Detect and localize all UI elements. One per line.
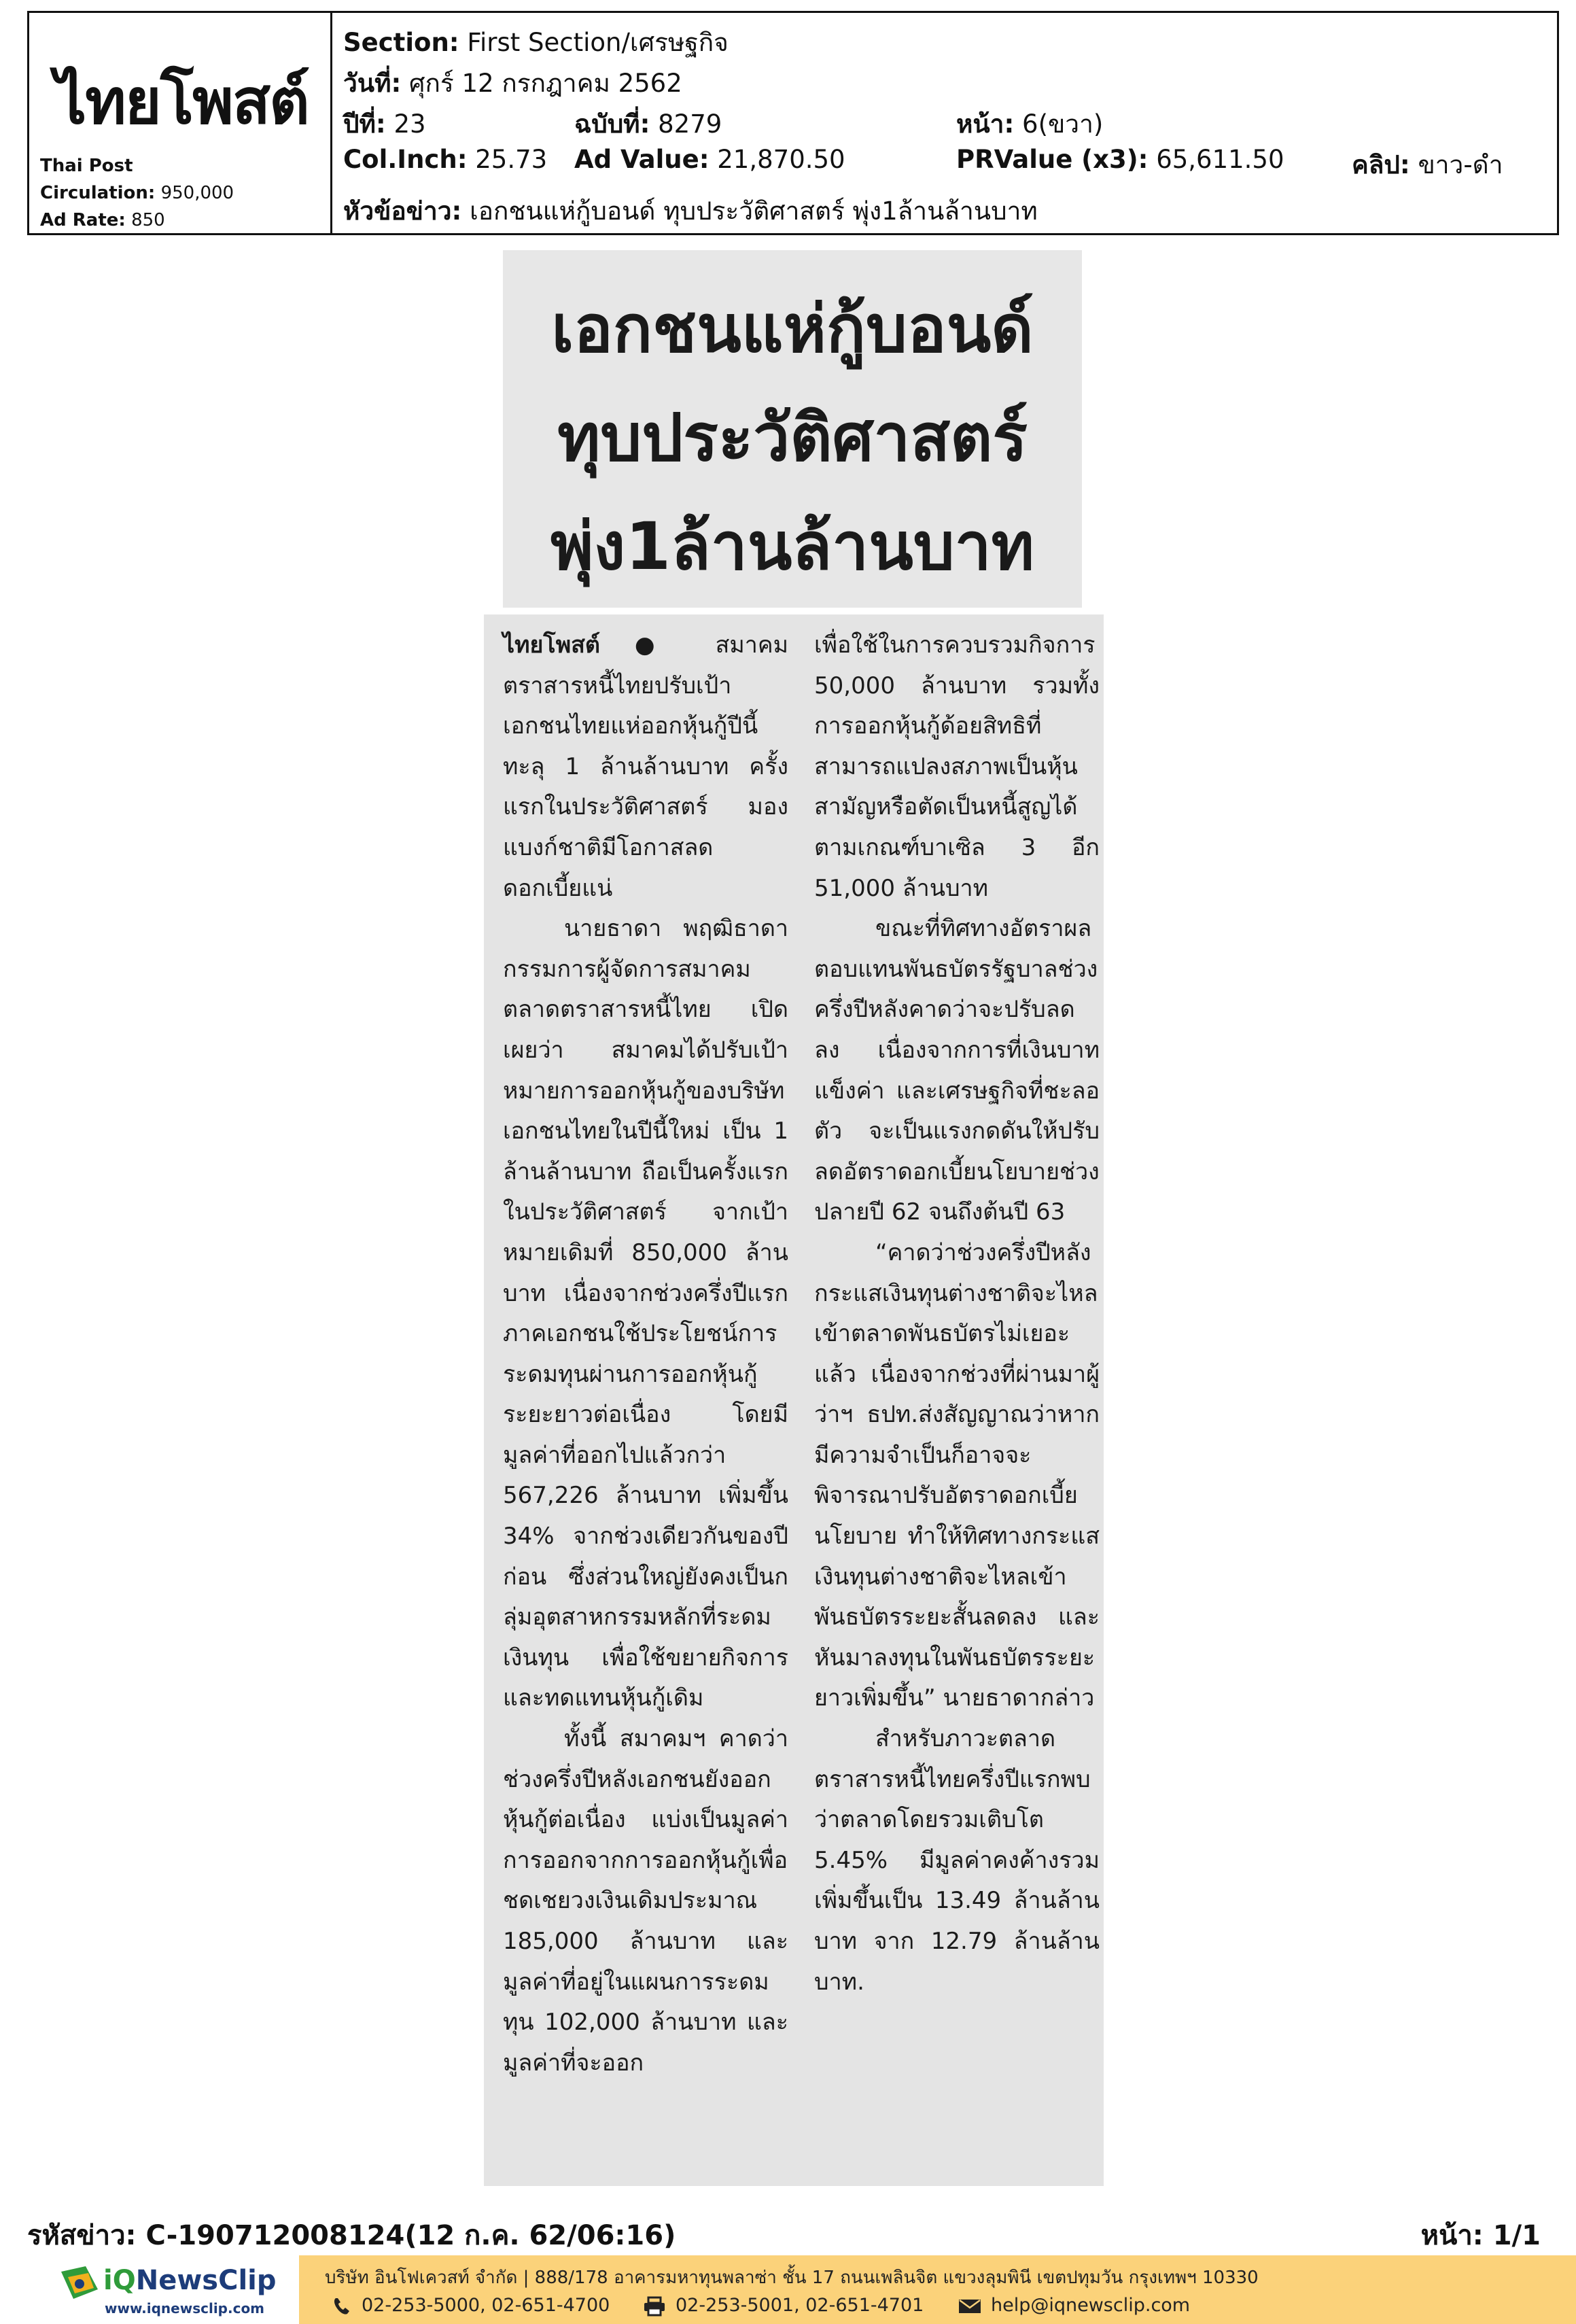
ad-value-field — [574, 145, 845, 174]
email-icon — [958, 2297, 981, 2315]
section-row — [343, 22, 729, 63]
article-body — [484, 614, 1104, 2186]
ad-rate-row — [40, 210, 165, 230]
article-column-right — [814, 625, 1100, 2002]
ad-value-value: 21,870.50 — [717, 145, 845, 174]
article-headline — [503, 250, 1082, 608]
paragraph: สำหรับภาวะตลาดตราสารหนี้ไทยครึ่งปีแรกพบว่าตลาดโดยรวมเติบโต 5.45% มีมูลค่าคงค้างรวมเพิ่มขึ้นเป็น 13.49 ล้านล้านบาท จาก 12.79 ล้านล้านบาท. — [814, 1725, 1100, 1996]
circulation-label: Circulation: — [40, 183, 156, 203]
paragraph: ขณะที่ทิศทางอัตราผลตอบแทนพันธบัตรรัฐบาลช่วงครึ่งปีหลังคาดว่าจะปรับลดลง เนื่องจากการที่เงินบาทแข็งค่า และเศรษฐกิจที่ชะลอตัว จะเป็นแรงกดดันให้ปรับลดอัตราดอกเบี้ยนโยบายช่วงปลายปี 62 จนถึงต้นปี 63 — [814, 915, 1100, 1226]
paper-name: Thai Post — [40, 156, 133, 176]
date-row — [343, 63, 682, 103]
footer-bar — [0, 2255, 1576, 2324]
year-label: ปีที่: — [343, 109, 386, 139]
circulation-row — [40, 183, 234, 203]
year-field — [343, 104, 426, 144]
headline-row — [343, 191, 1038, 231]
section-label: Section: — [343, 28, 459, 57]
issue-field — [574, 104, 722, 144]
fax-numbers: 02-253-5001, 02-651-4701 — [676, 2295, 924, 2316]
ad-value-label: Ad Value: — [574, 145, 710, 174]
colinch-value: 25.73 — [475, 145, 548, 174]
section-value: First Section/เศรษฐกิจ — [467, 28, 729, 57]
pr-value-label: PRValue (x3): — [956, 145, 1149, 174]
clip-label: คลิป: — [1352, 150, 1410, 179]
page-indicator: หน้า: 1/1 — [1420, 2220, 1541, 2251]
byline: ไทยโพสต์ ● — [503, 631, 682, 659]
brand-url[interactable]: www.iqnewsclip.com — [105, 2300, 265, 2317]
headline-value: เอกชนแห่กู้บอนด์ ทุบประวัติศาสตร์ พุ่ง1ล้านล้านบาท — [470, 196, 1038, 226]
paragraph: ทั้งนี้ สมาคมฯ คาดว่าช่วงครึ่งปีหลังเอกชนยังออกหุ้นกู้ต่อเนื่อง แบ่งเป็นมูลค่าการออกจากการออกหุ้นกู้เพื่อชดเชยวงเงินเดิมประมาณ 185,000 ล้านบาท และมูลค่าที่อยู่ในแผนการระดมทุน 102,000 ล้านบาท และมูลค่าที่จะออก — [503, 1725, 788, 2077]
phone-icon — [332, 2296, 352, 2317]
page-value: 6(ขวา) — [1022, 109, 1104, 139]
iqnewsclip-logo-icon — [58, 2265, 101, 2303]
paragraph: ไทยโพสต์ ● สมาคมตราสารหนี้ไทยปรับเป้าเอกชนไทยแห่ออกหุ้นกู้ปีนี้ทะลุ 1 ล้านล้านบาท ครั้งแรกในประวัติศาสตร์ มองแบงก์ชาติมีโอกาสลดดอกเบี้ยแน่ — [503, 631, 788, 902]
clipping-header — [27, 11, 1559, 235]
pr-value-field — [956, 145, 1284, 174]
issue-value: 8279 — [658, 109, 722, 139]
phone-numbers: 02-253-5000, 02-651-4700 — [362, 2295, 610, 2316]
clip-value: ขาว-ดำ — [1418, 150, 1503, 179]
date-label: วันที่: — [343, 69, 402, 98]
news-code: รหัสข่าว: C-190712008124(12 ก.ค. 62/06:16) — [27, 2220, 676, 2251]
issue-label: ฉบับที่: — [574, 109, 650, 139]
paragraph: “คาดว่าช่วงครึ่งปีหลังกระแสเงินทุนต่างชาติจะไหลเข้าตลาดพันธบัตรไม่เยอะแล้ว เนื่องจากช่วงที่ผ่านมาผู้ว่าฯ ธปท.ส่งสัญญาณว่าหากมีความจำเป็นก็อาจจะพิจารณาปรับอัตราดอกเบี้ยนโยบาย ทำให้ทิศทางกระแสเงินทุนต่างชาติจะไหลเข้าพันธบัตรระยะสั้นลดลง และหันมาลงทุนในพันธบัตรระยะยาวเพิ่มขึ้น” นายธาดากล่าว — [814, 1238, 1100, 1712]
publication-panel — [29, 13, 332, 233]
headline-line-1: เอกชนแห่กู้บอนด์ — [551, 291, 1034, 367]
newspaper-logo: ไทยโพสต์ — [55, 65, 309, 138]
year-value: 23 — [393, 109, 426, 139]
metadata-panel — [343, 13, 1557, 233]
email-address[interactable]: help@iqnewsclip.com — [991, 2295, 1191, 2316]
colinch-label: Col.Inch: — [343, 145, 468, 174]
company-address: บริษัท อินโฟเควสท์ จำกัด | 888/178 อาคารมหาทุนพลาซ่า ชั้น 17 ถนนเพลินจิต แขวงลุมพินี เขตปทุมวัน กรุงเทพฯ 10330 — [325, 2268, 1259, 2288]
clip-field — [1352, 145, 1503, 185]
headline-line-3: พุ่ง1ล้านล้านบาท — [550, 508, 1034, 585]
ad-rate-value: 850 — [131, 210, 165, 230]
paragraph: นายธาดา พฤฒิธาดา กรรมการผู้จัดการสมาคมตลาดตราสารหนี้ไทย เปิดเผยว่า สมาคมได้ปรับเป้าหมายการออกหุ้นกู้ของบริษัทเอกชนไทยในปีนี้ใหม่ เป็น 1 ล้านล้านบาท ถือเป็นครั้งแรกในประวัติศาสตร์ จากเป้าหมายเดิมที่ 850,000 ล้านบาท เนื่องจากช่วงครึ่งปีแรกภาคเอกชนใช้ประโยชน์การระดมทุนผ่านการออกหุ้นกู้ระยะยาวต่อเนื่อง โดยมีมูลค่าที่ออกไปแล้วกว่า 567,226 ล้านบาท เพิ่มขึ้น 34% จากช่วงเดียวกันของปีก่อน ซึ่งส่วนใหญ่ยังคงเป็นกลุ่มอุตสาหกรรมหลักที่ระดมเงินทุน เพื่อใช้ขยายกิจการและทดแทนหุ้นกู้เดิม — [503, 915, 788, 1712]
circulation-value: 950,000 — [160, 183, 234, 203]
headline-line-2: ทุบประวัติศาสตร์ — [557, 400, 1028, 476]
page-field — [956, 104, 1103, 144]
brand-block — [0, 2255, 299, 2324]
headline-label: หัวข้อข่าว: — [343, 196, 462, 226]
paragraph: เพื่อใช้ในการควบรวมกิจการ 50,000 ล้านบาท รวมทั้งการออกหุ้นกู้ด้อยสิทธิที่สามารถแปลงสภาพเป็นหุ้นสามัญหรือตัดเป็นหนี้สูญได้ตามเกณฑ์บาเซิล 3 อีก 51,000 ล้านบาท — [814, 631, 1100, 902]
email-contact — [958, 2295, 1190, 2316]
page-label: หน้า: — [956, 109, 1015, 139]
fax-icon — [643, 2296, 666, 2317]
colinch-field — [343, 145, 547, 174]
date-value: ศุกร์ 12 กรกฎาคม 2562 — [409, 69, 682, 98]
brand-name[interactable]: iQNewsClip — [103, 2265, 277, 2296]
article-column-left — [503, 625, 788, 2083]
ad-rate-label: Ad Rate: — [40, 210, 126, 230]
pr-value-value: 65,611.50 — [1156, 145, 1284, 174]
phone-contact — [332, 2295, 610, 2317]
fax-contact — [643, 2295, 924, 2317]
